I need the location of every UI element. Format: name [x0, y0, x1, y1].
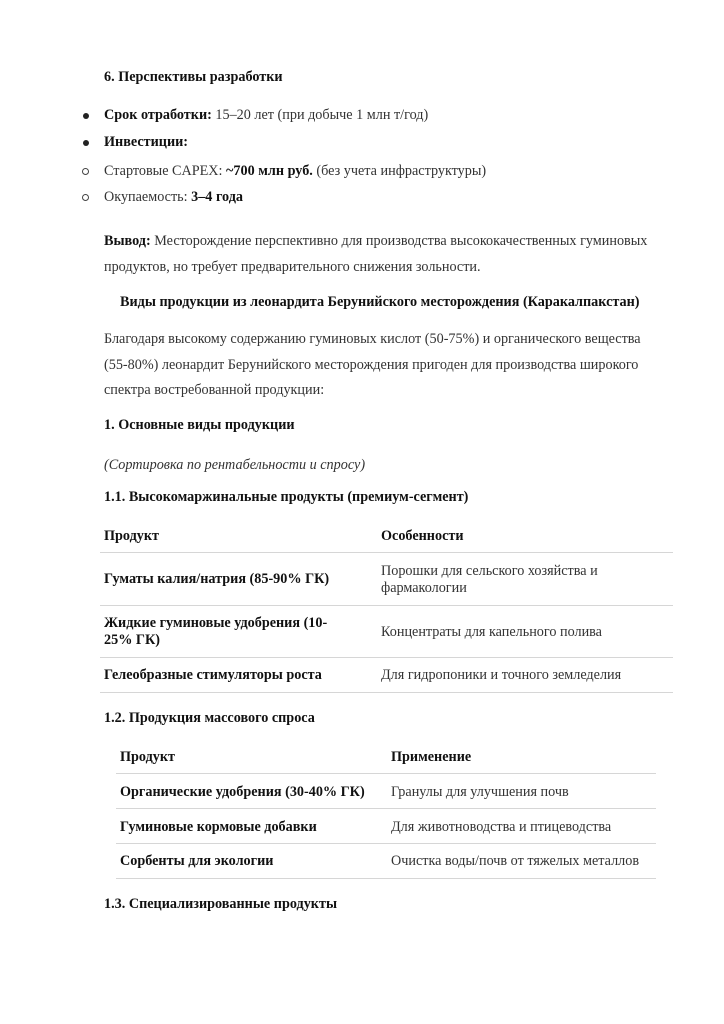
- premium-r3-product: Гелеобразные стимуляторы роста: [104, 667, 322, 683]
- bullet-circle-icon: [82, 168, 89, 175]
- main-products-heading: 1. Основные виды продукции: [104, 417, 295, 433]
- conclusion-line-2: продуктов, но требует предварительного снижения зольности.: [104, 259, 481, 275]
- table-divider: [116, 808, 656, 809]
- table-divider: [100, 657, 673, 658]
- mass-heading: 1.2. Продукция массового спроса: [104, 710, 315, 726]
- mass-r3-application: Очистка воды/почв от тяжелых металлов: [391, 853, 640, 869]
- mass-r2-application: Для животноводства и птицеводства: [391, 819, 612, 835]
- premium-r1-feature-line1: Порошки для сельского хозяйства и: [381, 563, 598, 579]
- premium-col-product: Продукт: [104, 528, 160, 544]
- table-divider: [116, 878, 656, 879]
- conclusion-line-1: Вывод: Месторождение перспективно для производства высококачественных гуминовых: [104, 233, 648, 249]
- section-heading-prospects: 6. Перспективы разработки: [104, 69, 283, 85]
- special-heading: 1.3. Специализированные продукты: [104, 896, 338, 912]
- premium-col-features: Особенности: [381, 528, 464, 544]
- bullet-term-text: 15–20 лет (при добыче 1 млн т/год): [211, 107, 429, 123]
- premium-r2-product-line1: Жидкие гуминовые удобрения (10-: [104, 615, 328, 631]
- premium-r1-product: Гуматы калия/натрия (85-90% ГК): [104, 571, 330, 587]
- intro-line-2: (55-80%) леонардит Берунийского месторождения пригоден для производства широкого: [104, 357, 639, 373]
- subbullet-payback: Окупаемость: 3–4 года: [104, 189, 243, 205]
- mass-r3-product: Сорбенты для экологии: [120, 853, 274, 869]
- table-divider: [116, 773, 656, 774]
- bullet-disc-icon: [83, 113, 89, 119]
- mass-r1-application: Гранулы для улучшения почв: [391, 784, 569, 800]
- products-title: Виды продукции из леонардита Берунийского месторождения (Каракалпакстан): [120, 294, 640, 310]
- intro-line-3: спектра востребованной продукции:: [104, 382, 325, 398]
- intro-line-1: Благодаря высокому содержанию гуминовых кислот (50-75%) и органического вещества: [104, 331, 641, 347]
- subbullet-capex: Стартовые CAPEX: ~700 млн руб. (без учета инфраструктуры): [104, 163, 487, 179]
- premium-r2-feature: Концентраты для капельного полива: [381, 624, 602, 640]
- table-divider: [116, 843, 656, 844]
- bullet-circle-icon: [82, 194, 89, 201]
- conclusion-label: Вывод:: [104, 233, 151, 249]
- bullet-disc-icon: [83, 140, 89, 146]
- bullet-investments: [104, 134, 188, 151]
- sort-note: (Сортировка по рентабельности и спросу): [104, 457, 366, 473]
- premium-r1-feature-line2: фармакологии: [381, 580, 467, 596]
- bullet-term: [104, 107, 428, 124]
- premium-heading: 1.1. Высокомаржинальные продукты (премиум-сегмент): [104, 489, 469, 505]
- premium-r2-product-line2: 25% ГК): [104, 632, 160, 648]
- bullet-investments-label: Инвестиции:: [104, 134, 189, 150]
- mass-r1-product: Органические удобрения (30-40% ГК): [120, 784, 365, 800]
- mass-r2-product: Гуминовые кормовые добавки: [120, 819, 317, 835]
- premium-r3-feature: Для гидропоники и точного земледелия: [381, 667, 622, 683]
- table-divider: [100, 692, 673, 693]
- table-divider: [100, 605, 673, 606]
- mass-col-application: Применение: [391, 749, 472, 765]
- bullet-term-label: Срок отработки:: [104, 107, 212, 123]
- table-divider: [100, 552, 673, 553]
- mass-col-product: Продукт: [120, 749, 176, 765]
